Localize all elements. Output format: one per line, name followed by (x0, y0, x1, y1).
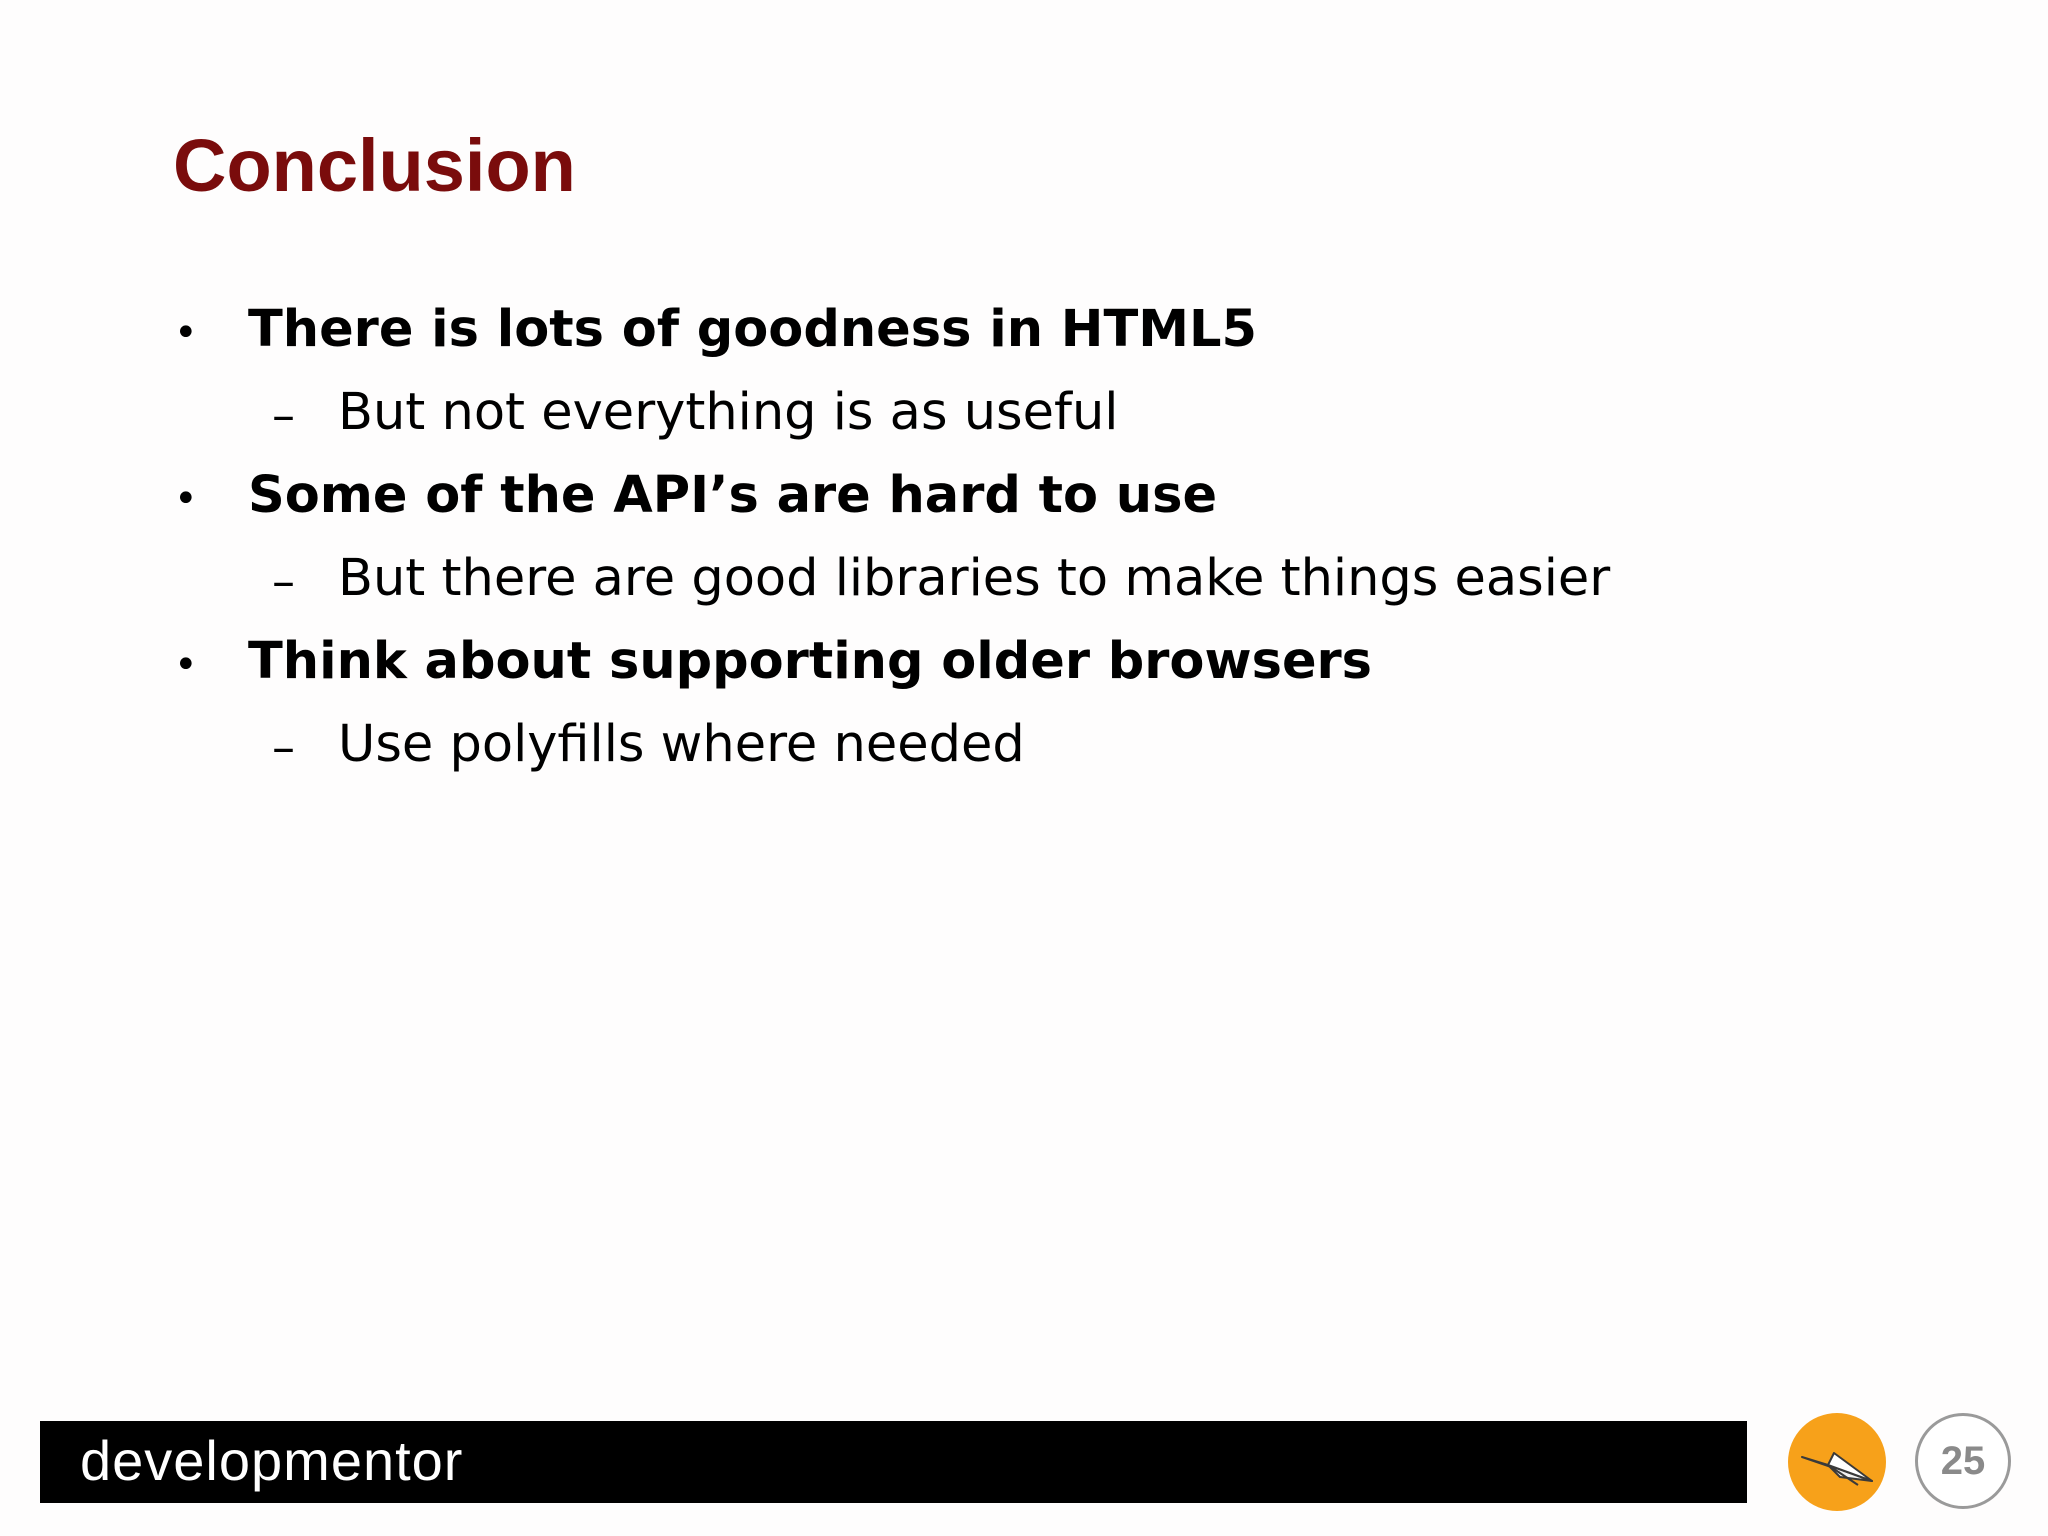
slide-title: Conclusion (173, 124, 576, 207)
footer-bar (40, 1421, 1747, 1503)
sub-bullet-item: Use polyfills where needed (338, 715, 1025, 774)
sub-bullet-marker: – (272, 720, 295, 774)
bullet-marker: • (174, 642, 198, 688)
sub-bullet-item: But there are good libraries to make things easier (338, 549, 1611, 608)
sub-bullet-marker: – (272, 554, 295, 608)
page-number: 25 (1915, 1413, 2011, 1509)
bullet-item: Some of the API’s are hard to use (248, 466, 1218, 525)
paper-plane-icon (1788, 1413, 1886, 1511)
sub-bullet-item: But not everything is as useful (338, 383, 1119, 442)
bullet-marker: • (174, 476, 198, 522)
sub-bullet-marker: – (272, 388, 295, 442)
bullet-item: Think about supporting older browsers (248, 632, 1373, 691)
bullet-marker: • (174, 310, 198, 356)
bullet-item: There is lots of goodness in HTML5 (248, 300, 1257, 359)
brand-logo: developmentor (80, 1429, 464, 1492)
